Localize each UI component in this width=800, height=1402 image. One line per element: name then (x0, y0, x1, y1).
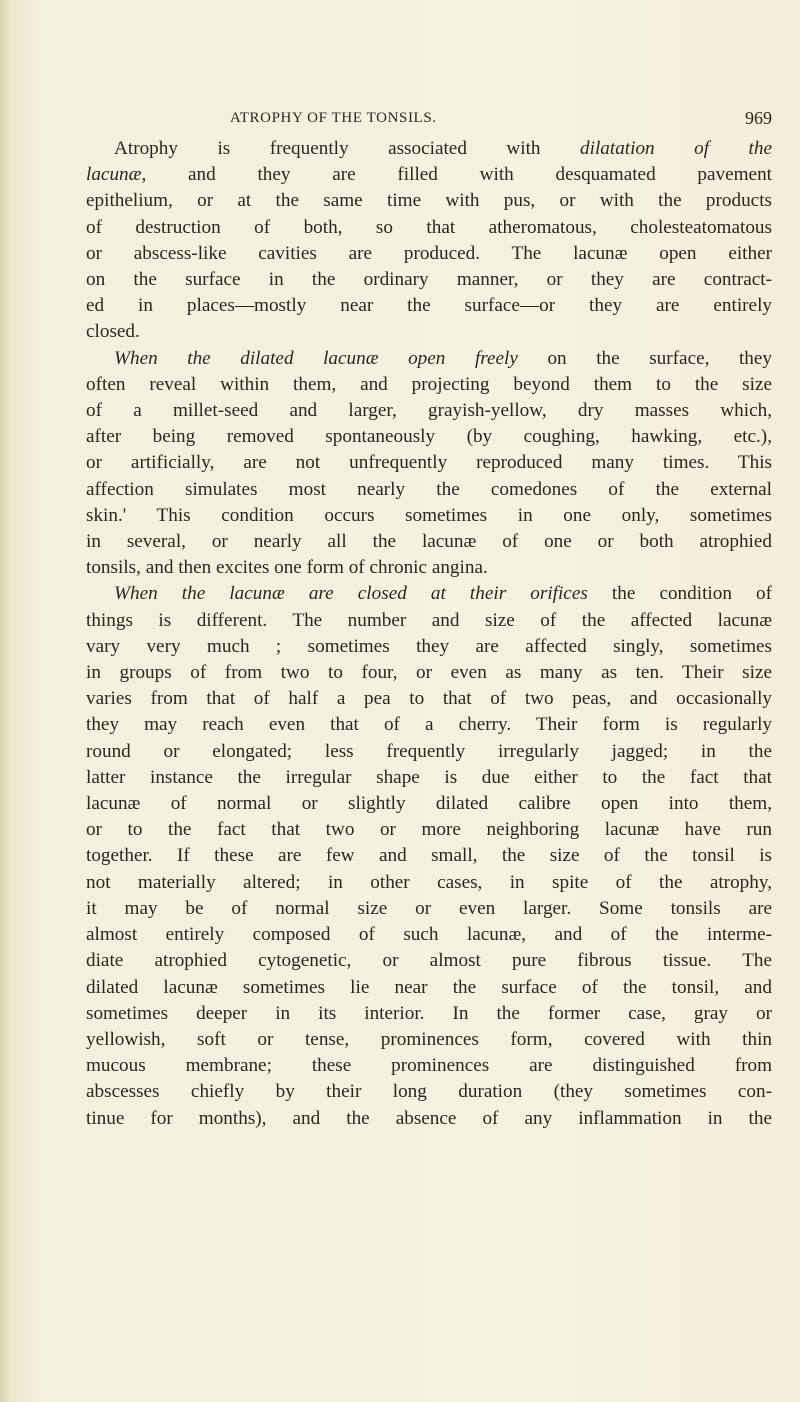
text-line (86, 1001, 772, 1027)
body-text (86, 136, 772, 1132)
text-line (86, 1027, 772, 1053)
text-run: together. If these are few and small, the size of the tonsil is (86, 845, 772, 867)
text-run: round or elongated; less frequently irregularly jagged; in the (86, 740, 772, 762)
text-run: or artificially, are not unfrequently reproduced many times. This (86, 452, 772, 474)
text-line (86, 1053, 772, 1079)
text-line (86, 267, 772, 293)
text-run: or abscess-like cavities are produced. The lacunæ open either (86, 242, 772, 264)
text-line (86, 660, 772, 686)
text-line (86, 608, 772, 634)
italic-phrase: dilatation of the (580, 138, 772, 159)
text-line (86, 241, 772, 267)
text-run: of a millet-seed and larger, grayish-yellow, dry masses which, (86, 400, 772, 422)
page-gutter-shadow (0, 0, 10, 1402)
text-line (86, 922, 772, 948)
text-run: on the surface in the ordinary manner, or they are contract- (86, 269, 772, 291)
text-line (86, 712, 772, 738)
text-run: latter instance the irregular shape is due either to the fact that (86, 766, 772, 788)
text-run: mucous membrane; these prominences are distinguished from (86, 1055, 772, 1077)
text-run: tinue for months), and the absence of any inflammation in the (86, 1107, 772, 1129)
text-run: skin.' This condition occurs sometimes in one only, sometimes (86, 504, 772, 526)
text-line (86, 162, 772, 188)
text-line (86, 843, 772, 869)
text-line (86, 398, 772, 424)
paragraph (86, 581, 772, 1131)
text-line (86, 555, 772, 581)
text-run: in groups of from two to four, or even as many as ten. Their size (86, 662, 772, 684)
text-run: often reveal within them, and projecting beyond them to the size (86, 373, 772, 395)
text-line (86, 634, 772, 660)
text-run: on the surface, they (517, 347, 772, 369)
text-run: or to the fact that two or more neighboring lacunæ have run (86, 819, 772, 841)
text-run: almost entirely composed of such lacunæ, and of the interme- (86, 924, 772, 946)
text-run: things is different. The number and size of the affected lacunæ (86, 609, 772, 631)
text-line (86, 188, 772, 214)
text-run: not materially altered; in other cases, in spite of the atrophy, (86, 871, 772, 893)
text-line (86, 1106, 772, 1132)
paragraph (86, 346, 772, 582)
paragraph (86, 136, 772, 346)
text-run: diate atrophied cytogenetic, or almost pure fibrous tissue. The (86, 950, 772, 972)
text-line (86, 424, 772, 450)
text-run: epithelium, or at the same time with pus, or with the products (86, 190, 772, 212)
text-run: ed in places—mostly near the surface—or they are entirely (86, 295, 772, 317)
text-line (86, 450, 772, 476)
text-run: Atrophy is frequently associated with (114, 138, 581, 159)
text-run: dilated lacunæ sometimes lie near the surface of the tonsil, and (86, 976, 772, 998)
text-line (86, 791, 772, 817)
text-run: they may reach even that of a cherry. Their form is regularly (86, 714, 772, 736)
text-run: of destruction of both, so that atheromatous, cholesteatomatous (86, 216, 772, 238)
text-line (86, 503, 772, 529)
text-line (86, 477, 772, 503)
page-header (86, 106, 772, 130)
text-line (86, 817, 772, 843)
text-run: closed. (86, 321, 140, 343)
italic-phrase: lacunæ (86, 164, 142, 186)
text-line (86, 136, 772, 162)
text-run: affection simulates most nearly the comedones of the external (86, 478, 772, 500)
text-line (86, 739, 772, 765)
text-run: tonsils, and then excites one form of chronic angina. (86, 557, 488, 579)
text-line (86, 346, 772, 372)
text-line (86, 975, 772, 1001)
text-run: it may be of normal size or even larger. Some tonsils are (86, 897, 772, 919)
text-line (86, 293, 772, 319)
running-title: ATROPHY OF THE TONSILS. (230, 110, 437, 126)
text-line (86, 319, 772, 345)
text-line (86, 215, 772, 241)
page-number: 969 (745, 108, 772, 128)
text-run: abscesses chiefly by their long duration (they sometimes con- (86, 1081, 772, 1103)
text-run: the condition of (587, 583, 772, 605)
text-line (86, 896, 772, 922)
text-run: sometimes deeper in its interior. In the former case, gray or (86, 1002, 772, 1024)
text-line (86, 870, 772, 896)
text-run: lacunæ of normal or slightly dilated calibre open into them, (86, 793, 772, 815)
text-line (86, 948, 772, 974)
text-line (86, 372, 772, 398)
text-run: after being removed spontaneously (by coughing, hawking, etc.), (86, 426, 772, 448)
italic-phrase: When the dilated lacunæ open freely (114, 347, 518, 369)
text-run: in several, or nearly all the lacunæ of one or both atrophied (86, 531, 772, 553)
text-line (86, 581, 772, 607)
text-run: varies from that of half a pea to that of two peas, and occasionally (86, 688, 772, 710)
text-line (86, 529, 772, 555)
text-run: , and they are filled with desquamated pavement (141, 164, 772, 186)
text-line (86, 1079, 772, 1105)
text-run: vary very much ; sometimes they are affected singly, sometimes (86, 635, 772, 657)
text-run: yellowish, soft or tense, prominences form, covered with thin (86, 1028, 772, 1050)
text-line (86, 686, 772, 712)
text-line (86, 765, 772, 791)
italic-phrase: When the lacunæ are closed at their orifices (114, 583, 588, 605)
